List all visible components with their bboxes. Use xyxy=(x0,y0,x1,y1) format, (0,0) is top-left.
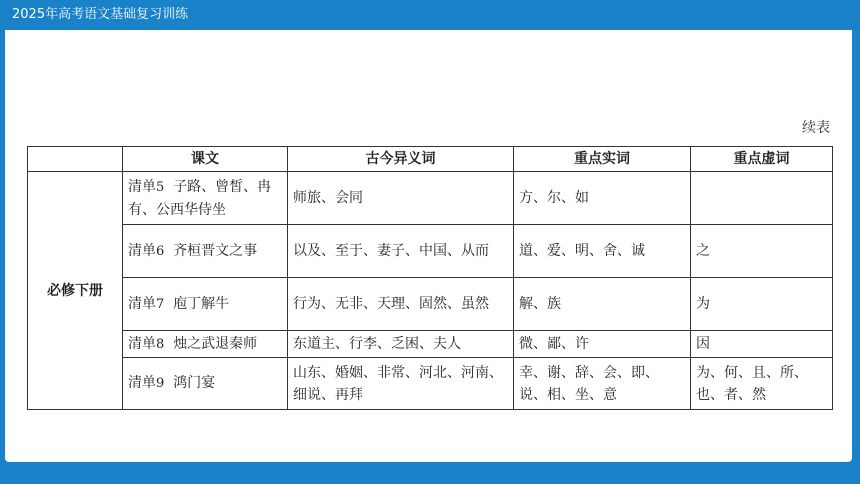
function-word-cell xyxy=(691,172,833,225)
column-header: 重点实词 xyxy=(514,147,691,172)
content-word-cell: 方、尔、如 xyxy=(514,172,691,225)
lesson-cell: 清单5 子路、曾皙、冉有、公西华侍坐 xyxy=(123,172,288,225)
content-word-cell: 解、族 xyxy=(514,278,691,331)
lesson-cell: 清单9 鸿门宴 xyxy=(123,358,288,410)
table-row xyxy=(28,278,833,331)
ancient-modern-cell: 行为、无非、天理、固然、虽然 xyxy=(288,278,514,331)
table-row xyxy=(28,358,833,410)
function-word-cell: 为 xyxy=(691,278,833,331)
footer-bar xyxy=(0,466,860,484)
table-row xyxy=(28,172,833,225)
lesson-cell: 清单8 烛之武退秦师 xyxy=(123,331,288,358)
ancient-modern-cell: 以及、至于、妻子、中国、从而 xyxy=(288,225,514,278)
lesson-cell: 清单7 庖丁解牛 xyxy=(123,278,288,331)
table-header-row xyxy=(28,147,833,172)
table-row xyxy=(28,331,833,358)
content-word-cell: 幸、谢、辞、会、即、说、相、坐、意 xyxy=(514,358,691,410)
column-header: 重点虚词 xyxy=(691,147,833,172)
function-word-cell: 为、何、且、所、也、者、然 xyxy=(691,358,833,410)
vocabulary-table xyxy=(27,146,833,410)
ancient-modern-cell: 师旅、会同 xyxy=(288,172,514,225)
column-header: 课文 xyxy=(123,147,288,172)
column-header: 古今异义词 xyxy=(288,147,514,172)
section-label: 必修下册 xyxy=(28,172,123,410)
continued-label: 续表 xyxy=(802,120,830,136)
column-header xyxy=(28,147,123,172)
ancient-modern-cell: 东道主、行李、乏困、夫人 xyxy=(288,331,514,358)
function-word-cell: 之 xyxy=(691,225,833,278)
function-word-cell: 因 xyxy=(691,331,833,358)
lesson-cell: 清单6 齐桓晋文之事 xyxy=(123,225,288,278)
content-word-cell: 道、爱、明、舍、诚 xyxy=(514,225,691,278)
header-title: 2025年高考语文基础复习训练 xyxy=(12,7,189,22)
content-word-cell: 微、鄙、许 xyxy=(514,331,691,358)
ancient-modern-cell: 山东、婚姻、非常、河北、河南、细说、再拜 xyxy=(288,358,514,410)
header-bar xyxy=(0,0,860,30)
table-row xyxy=(28,225,833,278)
